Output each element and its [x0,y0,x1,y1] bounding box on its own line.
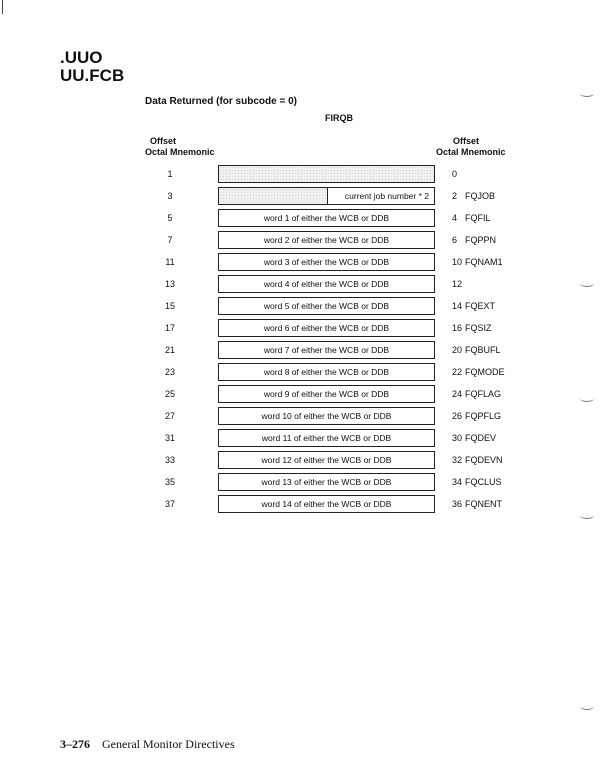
mnemonic: FQDEV [465,433,497,443]
word-label: word 2 of either the WCB or DDB [263,235,390,245]
left-offset: 17 [164,323,175,333]
left-offset: 27 [164,411,175,421]
word-box [218,429,435,447]
mnemonic: FQDEVN [465,455,503,465]
word-label: word 1 of either the WCB or DDB [263,213,390,223]
left-offset: 7 [167,235,173,245]
table-row [0,449,604,471]
table-row [0,383,604,405]
right-offset: 36 [452,499,463,509]
table-row [0,493,604,515]
mnemonic: FQFIL [465,213,491,223]
page-number: 3–276 [60,737,90,751]
margin-mark [580,512,594,519]
margin-mark [580,395,594,402]
left-offset: 11 [165,257,175,267]
right-offset: 12 [452,279,463,289]
word-box [218,319,435,337]
word-box [218,407,435,425]
left-header-mnemonic: Octal Mnemonic [145,147,215,157]
mnemonic: FQCLUS [465,477,502,487]
section-title: Data Returned (for subcode = 0) [145,96,297,107]
left-offset: 37 [164,499,175,509]
word-box [218,297,435,315]
word-box [218,253,435,271]
margin-mark [580,90,594,97]
table-row [0,295,604,317]
right-offset: 20 [452,345,463,355]
word-label: word 3 of either the WCB or DDB [263,257,390,267]
table-row [0,361,604,383]
mnemonic: FQPFLG [465,411,502,421]
chapter-title: General Monitor Directives [102,737,235,751]
word-box [218,231,435,249]
right-header-mnemonic: Octal Mnemonic [436,147,506,157]
table-row [0,471,604,493]
table-row [0,251,604,273]
right-offset: 34 [452,477,463,487]
word-box [218,473,435,491]
word-box [218,275,435,293]
left-offset: 33 [164,455,175,465]
right-offset: 32 [452,455,463,465]
word-box [218,495,435,513]
buffer-name: FIRQB [325,113,353,123]
reserved-byte-cell [219,188,328,204]
left-offset: 5 [167,213,173,223]
word-box [218,363,435,381]
right-offset: 6 [452,235,458,245]
word-label: word 5 of either the WCB or DDB [263,301,390,311]
mnemonic: FQNENT [465,499,502,509]
right-header-offset: Offset [453,136,480,146]
margin-mark [580,280,594,287]
word-label: word 7 of either the WCB or DDB [263,345,390,355]
word-label: word 14 of either the WCB or DDB [261,499,392,509]
page-footer [60,737,235,752]
left-offset: 13 [164,279,175,289]
word-label: word 4 of either the WCB or DDB [263,279,390,289]
table-row [0,317,604,339]
left-offset: 1 [167,169,173,179]
right-offset: 4 [452,213,458,223]
margin-mark [580,703,594,710]
right-offset: 26 [452,411,463,421]
table-row [0,273,604,295]
left-offset: 25 [164,389,175,399]
left-offset: 31 [164,433,175,443]
word-box [218,187,435,205]
left-offset: 35 [164,477,175,487]
word-label: word 10 of either the WCB or DDB [261,411,392,421]
right-offset: 14 [452,301,463,311]
right-offset: 0 [452,169,458,179]
mnemonic: FQPPN [465,235,497,245]
right-offset: 10 [452,257,463,267]
mnemonic: FQMODE [465,367,505,377]
reserved-word-box [218,165,435,183]
job-number-cell: current job number * 2 [344,191,429,201]
table-row [0,185,604,207]
mnemonic: FQNAM1 [465,257,503,267]
left-offset: 15 [164,301,175,311]
table-row [0,207,604,229]
table-row [0,427,604,449]
word-label: word 9 of either the WCB or DDB [263,389,390,399]
right-offset: 24 [452,389,463,399]
word-box [218,385,435,403]
left-header-offset: Offset [150,136,177,146]
directive-title: .UUO [60,48,103,67]
word-label: word 13 of either the WCB or DDB [261,477,392,487]
word-box [218,341,435,359]
mnemonic: FQJOB [465,191,496,201]
right-offset: 16 [452,323,463,333]
page-edge-line [2,0,3,14]
word-box [218,451,435,469]
right-offset: 2 [452,191,458,201]
word-label: word 6 of either the WCB or DDB [263,323,390,333]
table-row [0,339,604,361]
word-label: word 8 of either the WCB or DDB [263,367,390,377]
word-label: word 11 of either the WCB or DDB [261,433,392,443]
left-column-header [145,136,215,158]
left-offset: 23 [164,367,175,377]
mnemonic: FQEXT [465,301,496,311]
mnemonic: FQSIZ [465,323,492,333]
right-offset: 22 [452,367,463,377]
left-offset: 3 [167,191,173,201]
right-offset: 30 [452,433,463,443]
table-row [0,163,604,185]
word-label: word 12 of either the WCB or DDB [261,455,392,465]
mnemonic: FQFLAG [465,389,502,399]
table-row [0,405,604,427]
call-title: UU.FCB [60,66,125,85]
table-row [0,229,604,251]
right-column-header [436,136,506,158]
left-offset: 21 [164,345,175,355]
word-box [218,209,435,227]
mnemonic: FQBUFL [465,345,501,355]
